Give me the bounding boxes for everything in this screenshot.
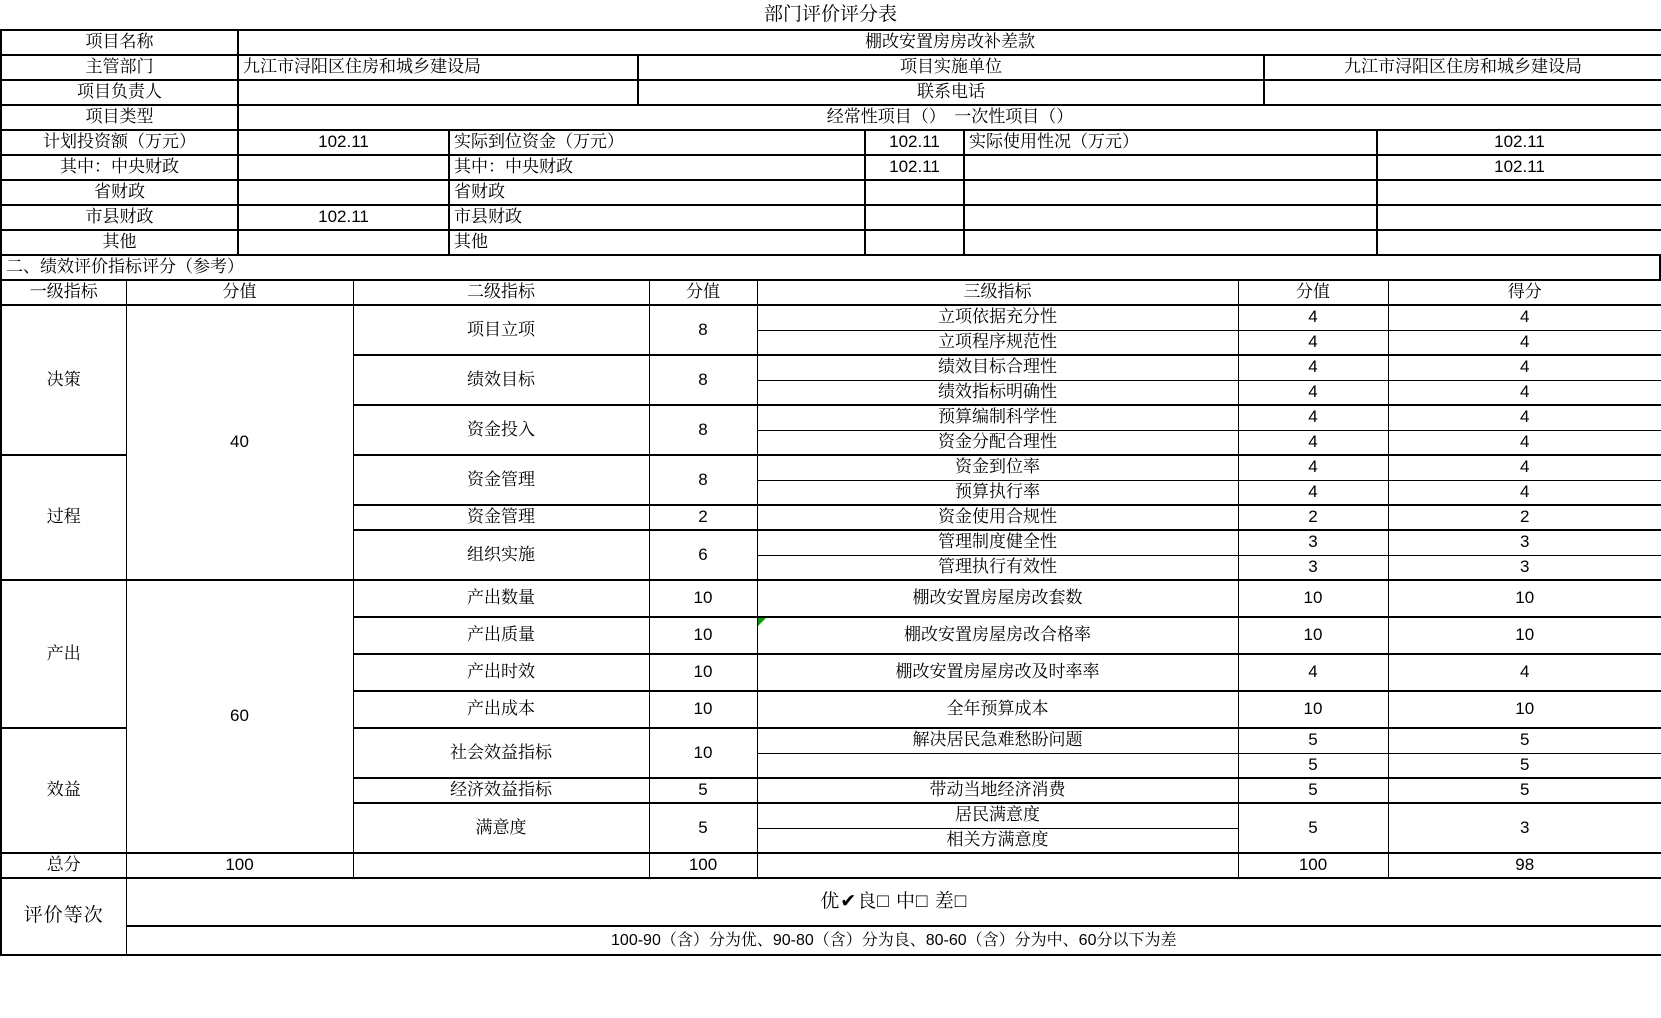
level2-indicator: 资金投入 [353, 405, 649, 455]
level3-score: 10 [1238, 580, 1388, 617]
level3-got: 4 [1388, 430, 1661, 455]
header-level3: 三级指标 [757, 280, 1238, 305]
level3-indicator: 绩效目标合理性 [757, 355, 1238, 380]
level3-indicator: 棚改安置房屋房改及时率率 [757, 654, 1238, 691]
level2-score: 8 [649, 355, 757, 405]
level3-got: 10 [1388, 580, 1661, 617]
header-level2: 二级指标 [353, 280, 649, 305]
funds-received-label: 实际到位资金（万元） [449, 130, 865, 155]
level1-block-score: 40 [126, 305, 353, 580]
level2-score: 8 [649, 455, 757, 505]
total-score-2: 100 [649, 853, 757, 878]
project-type-label: 项目类型 [1, 105, 238, 130]
level1-block-score: 60 [126, 580, 353, 853]
level2-indicator: 社会效益指标 [353, 728, 649, 778]
level2-indicator: 产出时效 [353, 654, 649, 691]
table-row [1, 180, 1661, 205]
level3-score: 4 [1238, 430, 1388, 455]
project-name-value: 棚改安置房房改补差款 [238, 30, 1661, 55]
province-finance-value [238, 180, 449, 205]
empty-cell [964, 180, 1377, 205]
level3-got: 4 [1388, 480, 1661, 505]
table-row [1, 80, 1661, 105]
level2-score: 10 [649, 580, 757, 617]
level2-score: 6 [649, 530, 757, 580]
level2-indicator: 产出质量 [353, 617, 649, 654]
level3-indicator: 棚改安置房屋房改套数 [757, 580, 1238, 617]
level2-score: 10 [649, 728, 757, 778]
level3-indicator: 管理执行有效性 [757, 555, 1238, 580]
level3-indicator: 居民满意度 [757, 803, 1238, 828]
grade-note: 100-90（含）分为优、90-80（含）分为良、80-60（含）分为中、60分以下为差 [126, 926, 1661, 955]
supervisor-dept-label: 主管部门 [1, 55, 238, 80]
level2-score: 5 [649, 803, 757, 853]
level3-indicator[interactable] [757, 617, 1238, 654]
project-name-label: 项目名称 [1, 30, 238, 55]
level3-indicator [757, 753, 1238, 778]
level3-got: 5 [1388, 778, 1661, 803]
header-score: 分值 [649, 280, 757, 305]
header-got: 得分 [1388, 280, 1661, 305]
total-score-3: 100 [1238, 853, 1388, 878]
empty-cell [964, 230, 1377, 255]
level2-score: 8 [649, 405, 757, 455]
level3-score: 4 [1238, 480, 1388, 505]
level2-indicator: 产出成本 [353, 691, 649, 728]
level3-got: 10 [1388, 617, 1661, 654]
level3-score: 5 [1238, 728, 1388, 753]
level2-indicator: 资金管理 [353, 455, 649, 505]
table-row [1, 55, 1661, 80]
table-row [1, 105, 1661, 130]
funds-used-central-value: 102.11 [1377, 155, 1661, 180]
level3-got: 4 [1388, 380, 1661, 405]
total-got: 98 [1388, 853, 1661, 878]
total-row [1, 853, 1661, 878]
level3-indicator-label: 棚改安置房屋房改合格率 [904, 625, 1091, 645]
other-finance-value [238, 230, 449, 255]
county-finance-label: 市县财政 [449, 205, 865, 230]
table-row [1, 30, 1661, 55]
level3-indicator: 管理制度健全性 [757, 530, 1238, 555]
level3-score: 4 [1238, 380, 1388, 405]
table-row [1, 155, 1661, 180]
empty-cell [964, 205, 1377, 230]
level3-got: 4 [1388, 305, 1661, 330]
level3-score: 4 [1238, 330, 1388, 355]
level3-score: 4 [1238, 405, 1388, 430]
level3-got: 3 [1388, 803, 1661, 853]
contact-phone-value [1264, 80, 1661, 105]
level3-indicator: 解决居民急难愁盼问题 [757, 728, 1238, 753]
level3-indicator: 带动当地经济消费 [757, 778, 1238, 803]
other-finance-label: 其他 [1, 230, 238, 255]
empty-cell [757, 853, 1238, 878]
level3-score: 10 [1238, 691, 1388, 728]
impl-unit-label: 项目实施单位 [638, 55, 1264, 80]
level3-indicator: 资金使用合规性 [757, 505, 1238, 530]
table-row [1, 305, 1661, 330]
level2-indicator: 项目立项 [353, 305, 649, 355]
level3-score: 5 [1238, 753, 1388, 778]
level3-score: 4 [1238, 455, 1388, 480]
level2-indicator: 经济效益指标 [353, 778, 649, 803]
project-leader-value [238, 80, 638, 105]
section-heading: 二、绩效评价指标评分（参考） [1, 255, 1660, 280]
level3-got: 4 [1388, 654, 1661, 691]
level3-indicator: 相关方满意度 [757, 828, 1238, 853]
level3-score: 4 [1238, 305, 1388, 330]
level2-score: 5 [649, 778, 757, 803]
table-header-row [1, 280, 1661, 305]
level3-indicator: 全年预算成本 [757, 691, 1238, 728]
level3-got: 5 [1388, 728, 1661, 753]
level3-score: 5 [1238, 778, 1388, 803]
level2-indicator: 绩效目标 [353, 355, 649, 405]
header-level1: 一级指标 [1, 280, 126, 305]
level3-score: 5 [1238, 803, 1388, 853]
level3-score: 4 [1238, 355, 1388, 380]
province-finance-value [865, 180, 964, 205]
empty-cell [1377, 205, 1661, 230]
level3-got: 4 [1388, 330, 1661, 355]
project-info-table [0, 29, 1661, 131]
empty-cell [1377, 180, 1661, 205]
section-heading-table [0, 254, 1661, 281]
level2-indicator: 满意度 [353, 803, 649, 853]
central-finance-label: 其中：中央财政 [449, 155, 865, 180]
grade-options[interactable]: 优✔良□ 中□ 差□ [126, 878, 1661, 926]
county-finance-value [865, 205, 964, 230]
level3-indicator: 绩效指标明确性 [757, 380, 1238, 405]
level3-got: 2 [1388, 505, 1661, 530]
level3-indicator: 立项依据充分性 [757, 305, 1238, 330]
planned-investment-value: 102.11 [238, 130, 449, 155]
cell-comment-flag-icon [758, 618, 766, 626]
empty-cell [353, 853, 649, 878]
central-finance-label: 其中：中央财政 [1, 155, 238, 180]
contact-phone-label: 联系电话 [638, 80, 1264, 105]
grade-label: 评价等次 [1, 878, 126, 955]
impl-unit-value: 九江市浔阳区住房和城乡建设局 [1264, 55, 1661, 80]
table-row [1, 230, 1661, 255]
level2-indicator: 组织实施 [353, 530, 649, 580]
level2-score: 10 [649, 654, 757, 691]
table-row [1, 205, 1661, 230]
level3-got: 5 [1388, 753, 1661, 778]
grade-note-row [1, 926, 1661, 955]
central-finance-value [238, 155, 449, 180]
level2-indicator: 产出数量 [353, 580, 649, 617]
level3-indicator: 预算编制科学性 [757, 405, 1238, 430]
funds-used-label: 实际使用性况（万元） [964, 130, 1377, 155]
total-score-1: 100 [126, 853, 353, 878]
supervisor-dept-value: 九江市浔阳区住房和城乡建设局 [238, 55, 638, 80]
level2-score: 10 [649, 691, 757, 728]
level3-got: 3 [1388, 530, 1661, 555]
empty-cell [964, 155, 1377, 180]
level3-score: 10 [1238, 617, 1388, 654]
table-row [1, 130, 1661, 155]
level3-got: 10 [1388, 691, 1661, 728]
level3-indicator: 立项程序规范性 [757, 330, 1238, 355]
funds-used-value: 102.11 [1377, 130, 1661, 155]
header-score: 分值 [1238, 280, 1388, 305]
level1-indicator: 过程 [1, 455, 126, 580]
level2-score: 8 [649, 305, 757, 355]
county-finance-label: 市县财政 [1, 205, 238, 230]
level2-score: 10 [649, 617, 757, 654]
grade-row [1, 878, 1661, 926]
funding-table [0, 129, 1661, 256]
central-finance-value: 102.11 [865, 155, 964, 180]
table-row [1, 580, 1661, 617]
other-finance-value [865, 230, 964, 255]
level3-got: 4 [1388, 455, 1661, 480]
level3-indicator: 资金到位率 [757, 455, 1238, 480]
level2-indicator: 资金管理 [353, 505, 649, 530]
performance-table [0, 279, 1661, 956]
level3-indicator: 预算执行率 [757, 480, 1238, 505]
level2-score: 2 [649, 505, 757, 530]
level1-indicator: 产出 [1, 580, 126, 728]
level3-indicator: 资金分配合理性 [757, 430, 1238, 455]
total-label: 总分 [1, 853, 126, 878]
province-finance-label: 省财政 [449, 180, 865, 205]
project-type-value: 经常性项目（） 一次性项目（） [238, 105, 1661, 130]
level1-indicator: 决策 [1, 305, 126, 455]
province-finance-label: 省财政 [1, 180, 238, 205]
planned-investment-label: 计划投资额（万元） [1, 130, 238, 155]
level3-got: 3 [1388, 555, 1661, 580]
empty-cell [1377, 230, 1661, 255]
level3-score: 3 [1238, 555, 1388, 580]
header-score: 分值 [126, 280, 353, 305]
funds-received-value: 102.11 [865, 130, 964, 155]
level3-score: 4 [1238, 654, 1388, 691]
project-leader-label: 项目负责人 [1, 80, 238, 105]
level3-score: 2 [1238, 505, 1388, 530]
level3-score: 3 [1238, 530, 1388, 555]
level3-got: 4 [1388, 355, 1661, 380]
county-finance-value: 102.11 [238, 205, 449, 230]
sheet-title: 部门评价评分表 [763, 4, 897, 25]
level3-got: 4 [1388, 405, 1661, 430]
other-finance-label: 其他 [449, 230, 865, 255]
level1-indicator: 效益 [1, 728, 126, 853]
